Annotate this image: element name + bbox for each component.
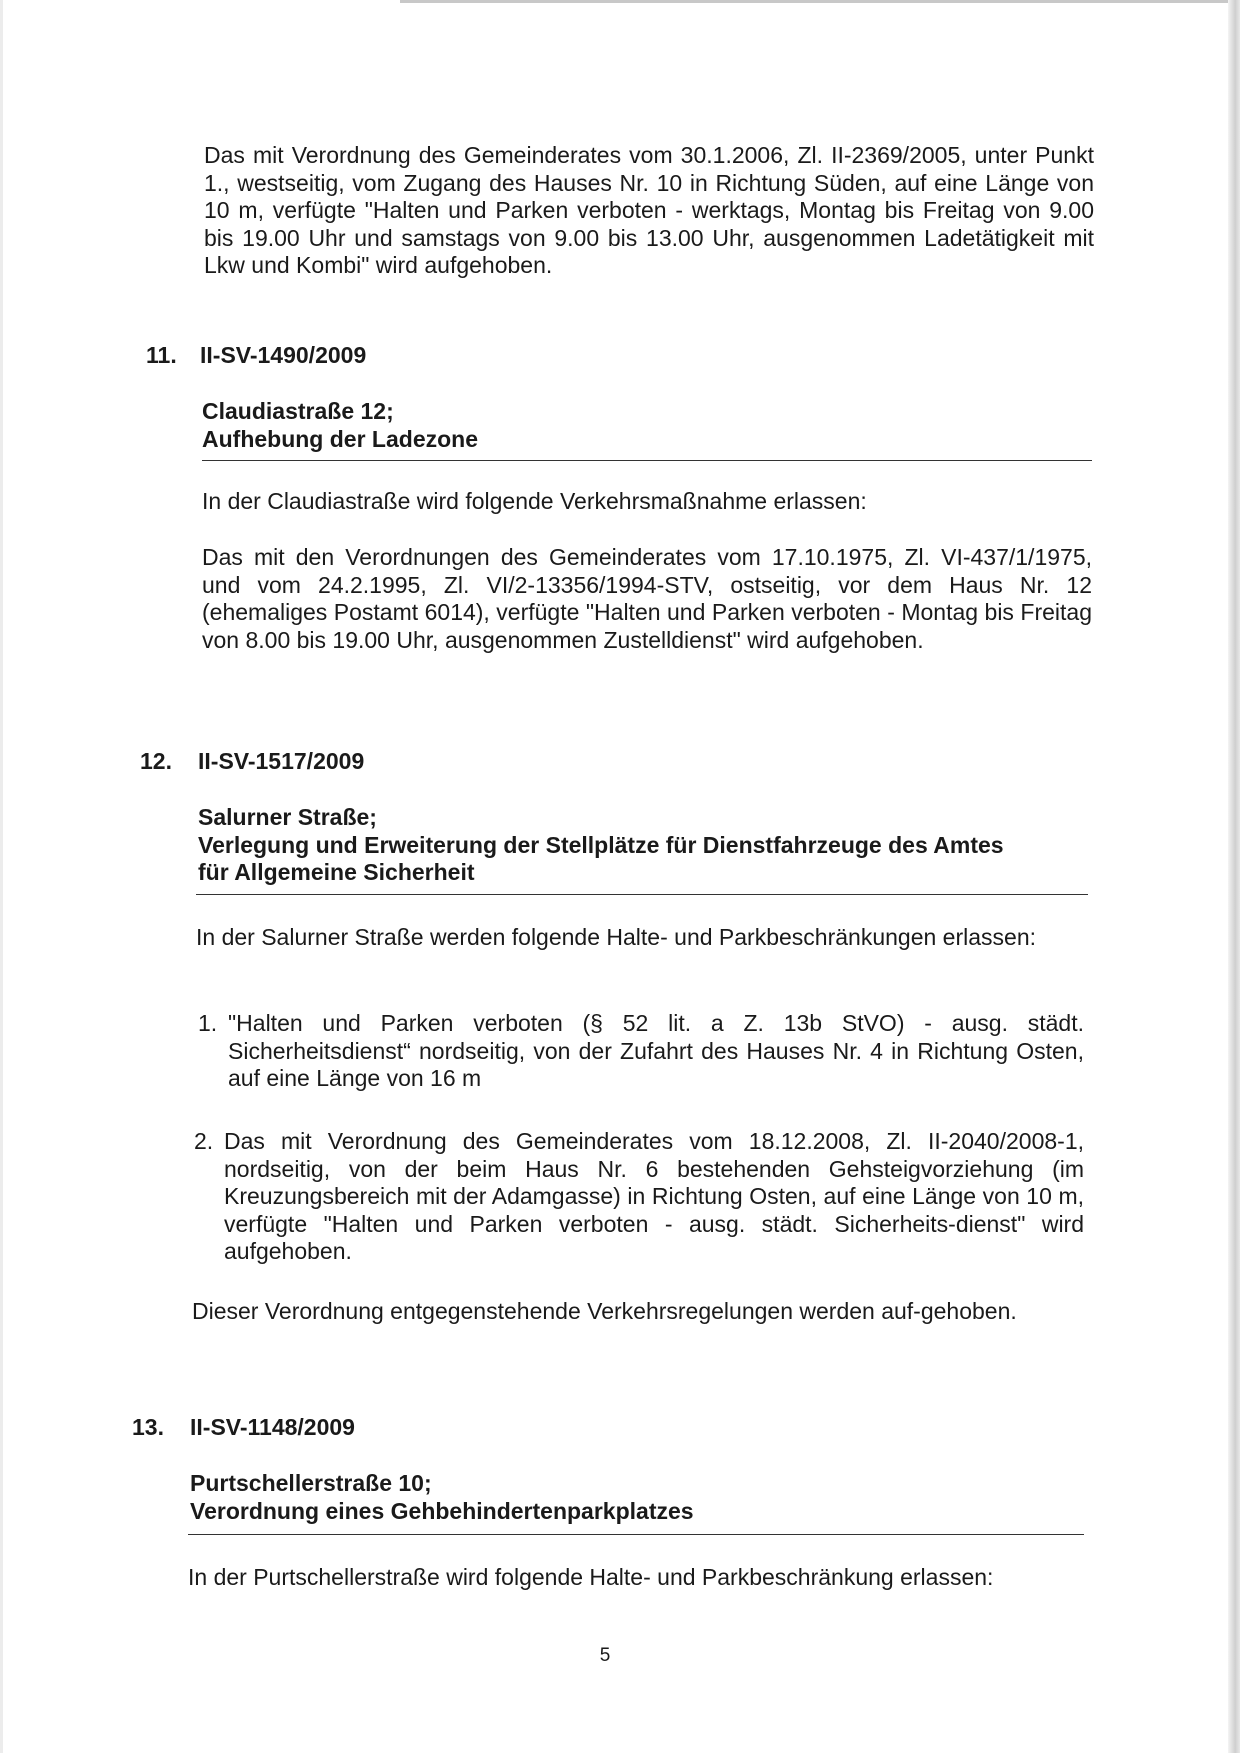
section-12-number: 12.: [140, 748, 172, 774]
section-12-intro: In der Salurner Straße werden folgende Halte- und Parkbeschränkungen erlassen:: [196, 924, 1036, 950]
intro-paragraph: Das mit Verordnung des Gemeinderates vom 30.1.2006, Zl. II-2369/2005, unter Punkt 1., westseitig, vom Zugang des Hauses Nr. 10 in Richtung Süden, auf eine Länge von 10 m, verfügte "Halten und Parken verboten - werktags, Montag bis Freitag von 9.00 bis 19.00 Uhr und samstags von 9.00 bis 13.00 Uhr, ausgenommen Ladetätigkeit mit Lkw und Kombi" wird aufgehoben.: [204, 142, 1094, 278]
section-13-code: II-SV-1148/2009: [190, 1414, 355, 1440]
section-13-heading: [190, 1470, 694, 1525]
scan-edge-top: [400, 0, 1240, 3]
section-11-heading-street: Claudiastraße 12;: [202, 398, 394, 424]
section-11-heading-title: Aufhebung der Ladezone: [202, 425, 478, 452]
list-marker: 1.: [198, 1010, 218, 1036]
section-12-heading-title: Verlegung und Erweiterung der Stellplätze für Dienstfahrzeuge des Amtes: [198, 831, 1004, 858]
section-12-closing: Dieser Verordnung entgegenstehende Verkehrsregelungen werden auf-gehoben.: [192, 1298, 1017, 1324]
list-item-text: Das mit Verordnung des Gemeinderates vom 18.12.2008, Zl. II-2040/2008-1, nordseitig, von der beim Haus Nr. 6 bestehenden Gehsteigvorziehung (im Kreuzungsbereich mit der Adamgasse) in Richtung Osten, auf eine Länge von 10 m, verfügte "Halten und Parken verboten - ausg. städt. Sicherheits-dienst" wird aufgehoben.: [224, 1128, 1084, 1264]
list-marker: 2.: [194, 1128, 214, 1154]
section-13-rule: [188, 1534, 1084, 1535]
section-11-heading: [202, 398, 478, 453]
section-12-list-item-1: [198, 1010, 1084, 1093]
section-12-rule: [196, 894, 1088, 895]
section-12-heading-title-cont: für Allgemeine Sicherheit: [198, 859, 475, 885]
section-11-number: 11.: [146, 342, 177, 368]
section-13-heading-street: Purtschellerstraße 10;: [190, 1470, 432, 1496]
section-11-intro: In der Claudiastraße wird folgende Verkehrsmaßnahme erlassen:: [202, 488, 867, 514]
section-12-heading-street: Salurner Straße;: [198, 804, 377, 830]
section-11-body: Das mit den Verordnungen des Gemeinderates vom 17.10.1975, Zl. VI-437/1/1975, und vom 24.2.1995, Zl. VI/2-13356/1994-STV, ostseitig, vor dem Haus Nr. 12 (ehemaliges Postamt 6014), verfügte "Halten und Parken verboten - Montag bis Freitag von 8.00 bis 19.00 Uhr, ausgenommen Zustelldienst" wird aufgehoben.: [202, 544, 1092, 653]
section-11-code: II-SV-1490/2009: [200, 342, 367, 368]
section-13-intro: In der Purtschellerstraße wird folgende Halte- und Parkbeschränkung erlassen:: [188, 1564, 994, 1590]
section-12-heading: [198, 804, 1004, 887]
scan-edge-right: [1228, 0, 1240, 1753]
page-number: 5: [599, 1645, 611, 1666]
section-11-rule: [202, 460, 1092, 461]
section-13-heading-title: Verordnung eines Gehbehindertenparkplatzes: [190, 1497, 694, 1524]
section-12-list-item-2: [194, 1128, 1084, 1266]
list-item-text: "Halten und Parken verboten (§ 52 lit. a Z. 13b StVO) - ausg. städt. Sicherheitsdienst“ nordseitig, von der Zufahrt des Hauses Nr. 4 in Richtung Osten, auf eine Länge von 16 m: [228, 1010, 1084, 1091]
section-12-code: II-SV-1517/2009: [198, 748, 365, 774]
scan-edge-left: [0, 0, 3, 1753]
section-13-number: 13.: [132, 1414, 164, 1440]
